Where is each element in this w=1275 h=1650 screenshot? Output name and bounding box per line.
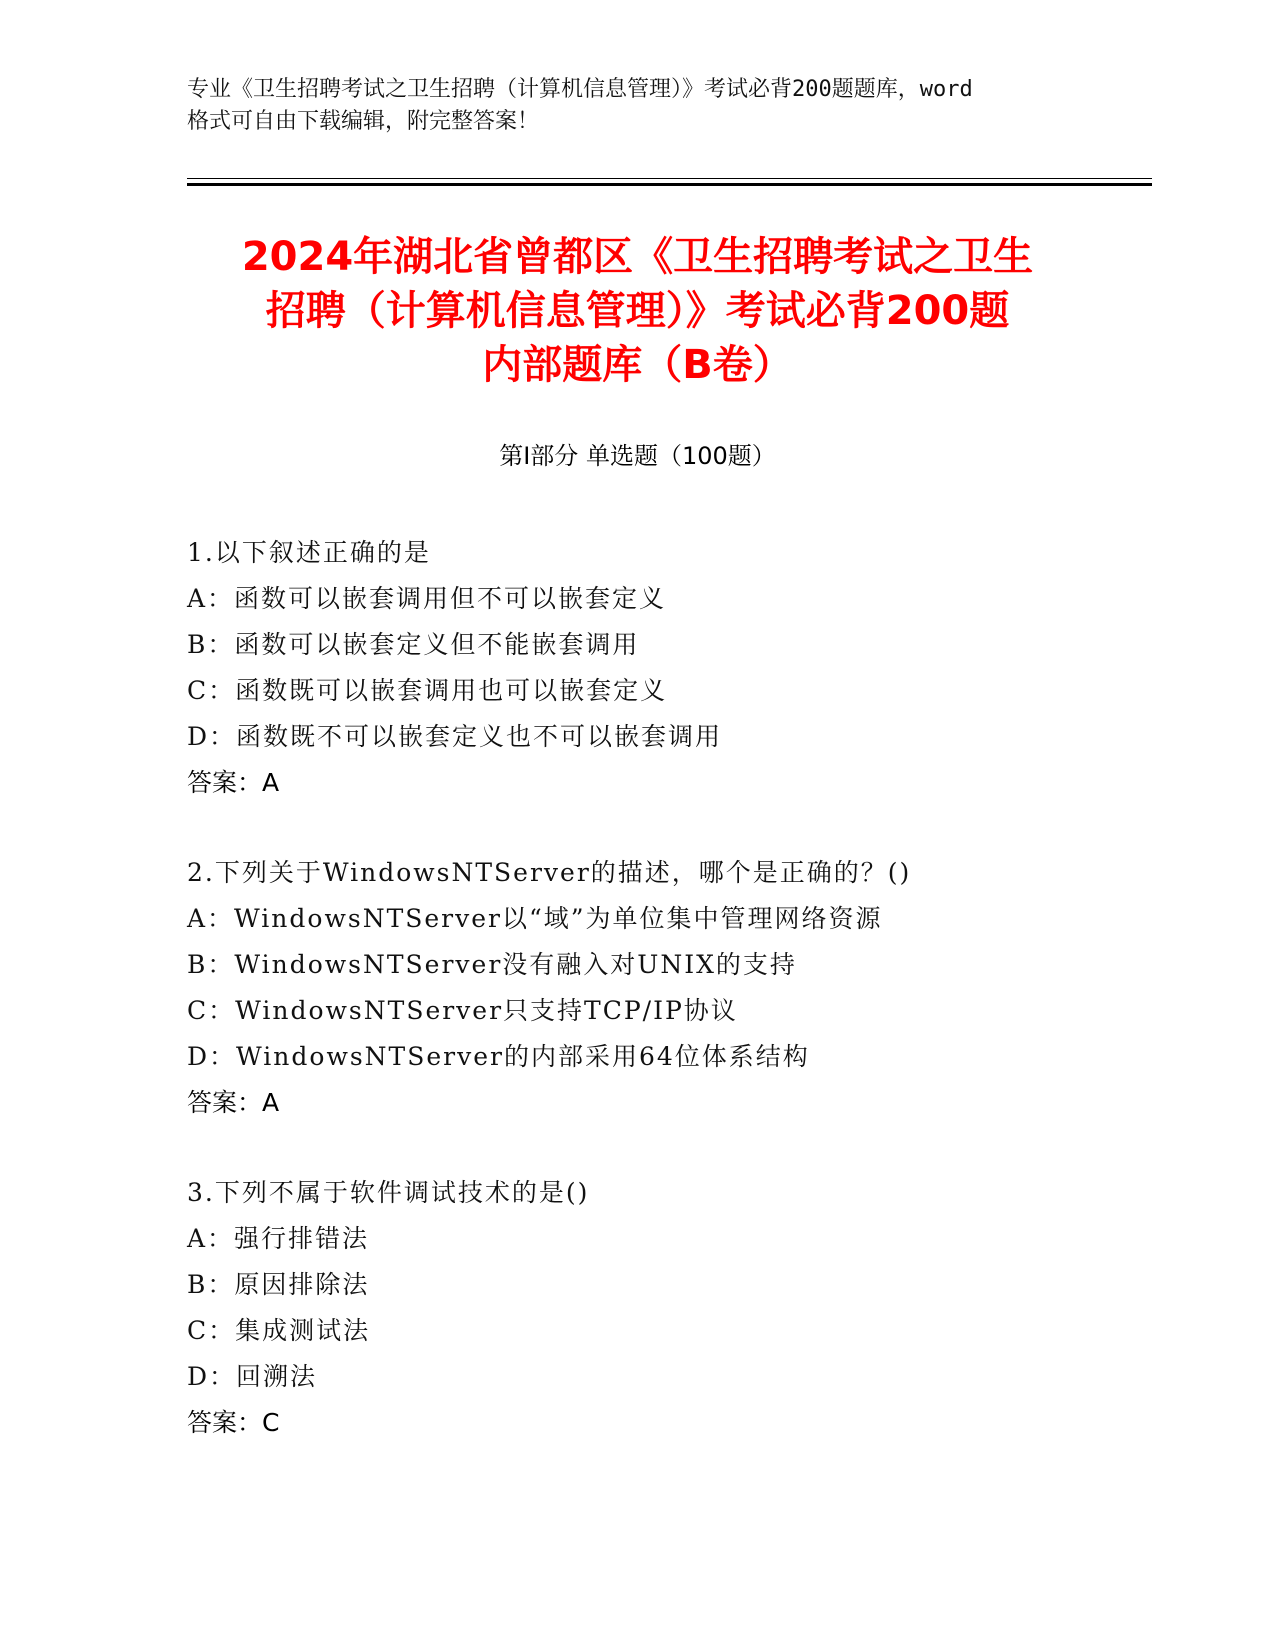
header-divider-thin [187, 178, 1152, 179]
question-stem: 2.下列关于WindowsNTServer的描述，哪个是正确的？() [187, 858, 912, 887]
question-1 [187, 530, 1137, 806]
option-b: B：WindowsNTServer没有融入对UNIX的支持 [187, 950, 797, 979]
document-title-line-2: 招聘（计算机信息管理）》考试必背200题 [265, 288, 1010, 334]
option-d: D：回溯法 [187, 1362, 318, 1391]
answer: 答案：C [187, 1408, 280, 1437]
header-note [187, 74, 1087, 138]
section-heading: 第Ⅰ部分 单选题（100题） [499, 442, 776, 470]
option-a: A：WindowsNTServer以“域”为单位集中管理网络资源 [187, 904, 883, 933]
answer: 答案：A [187, 768, 280, 797]
option-d: D：函数既不可以嵌套定义也不可以嵌套调用 [187, 722, 723, 751]
question-stem: 3.下列不属于软件调试技术的是() [187, 1178, 590, 1207]
option-c: C：WindowsNTServer只支持TCP/IP协议 [187, 996, 738, 1025]
answer: 答案：A [187, 1088, 280, 1117]
option-c: C：集成测试法 [187, 1316, 371, 1345]
header-divider-thick [187, 183, 1152, 186]
option-d: D：WindowsNTServer的内部采用64位体系结构 [187, 1042, 810, 1071]
document-title-line-3: 内部题库（B卷） [482, 342, 793, 388]
option-c: C：函数既可以嵌套调用也可以嵌套定义 [187, 676, 668, 705]
header-note-line-1: 专业《卫生招聘考试之卫生招聘（计算机信息管理）》考试必背200题题库，word [187, 77, 973, 102]
question-stem: 1.以下叙述正确的是 [187, 538, 431, 567]
option-b: B：函数可以嵌套定义但不能嵌套调用 [187, 630, 640, 659]
header-note-line-2: 格式可自由下载编辑，附完整答案！ [187, 109, 540, 134]
option-a: A：强行排错法 [187, 1224, 370, 1253]
document-title-line-1: 2024年湖北省曾都区《卫生招聘考试之卫生 [241, 234, 1034, 280]
option-b: B：原因排除法 [187, 1270, 370, 1299]
question-2 [187, 850, 1137, 1126]
option-a: A：函数可以嵌套调用但不可以嵌套定义 [187, 584, 667, 613]
question-list [187, 530, 1137, 1490]
document-title [160, 230, 1115, 392]
question-3 [187, 1170, 1137, 1446]
